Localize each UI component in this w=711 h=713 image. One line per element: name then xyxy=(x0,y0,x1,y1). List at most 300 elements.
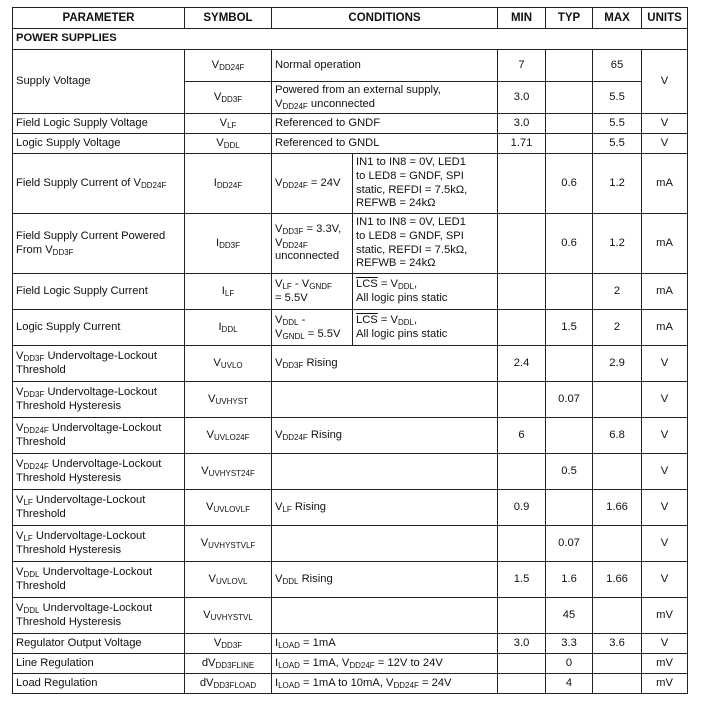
typ-cell xyxy=(546,490,593,526)
symbol-cell xyxy=(185,454,272,490)
symbol-text: V xyxy=(206,428,214,441)
units-cell: V xyxy=(642,526,688,562)
typ-cell: 1.6 xyxy=(546,562,593,598)
param-cell xyxy=(13,382,185,418)
param-sub: DDL xyxy=(23,605,40,615)
cond-sub: LF xyxy=(282,281,292,291)
max-cell: 1.2 xyxy=(593,154,642,214)
cond-sub: DDL xyxy=(282,576,299,586)
conditions-cell xyxy=(272,82,498,114)
symbol-text: V xyxy=(211,58,220,71)
min-cell xyxy=(498,310,546,346)
cond-text: - xyxy=(298,313,306,326)
min-cell: 3.0 xyxy=(498,634,546,654)
units-cell: V xyxy=(642,454,688,490)
conditions-detail-cell xyxy=(353,154,498,214)
typ-cell: 0.5 xyxy=(546,454,593,490)
symbol-cell xyxy=(185,526,272,562)
symbol-text: V xyxy=(213,356,221,369)
header-max: MAX xyxy=(593,8,642,29)
symbol-cell xyxy=(185,310,272,346)
symbol-sub: LF xyxy=(224,288,235,298)
conditions-detail-cell xyxy=(353,310,498,346)
symbol-sub: DD3FLINE xyxy=(215,660,255,670)
cond-text: V xyxy=(275,356,283,369)
param-cell: Line Regulation xyxy=(13,654,185,674)
units-cell: mA xyxy=(642,274,688,310)
cond-text: = 1mA, V xyxy=(299,656,350,669)
symbol-sub: UVHYST xyxy=(215,396,248,406)
param-cell xyxy=(13,154,185,214)
cond-sub: DD24F xyxy=(349,660,375,670)
table-row xyxy=(13,154,688,214)
cond-sub: DDL xyxy=(397,281,414,291)
cond-text: V xyxy=(275,176,283,189)
cond-text: = 1mA to 10mA, V xyxy=(299,676,394,689)
param-cell xyxy=(13,490,185,526)
cond-sub: DDL xyxy=(397,317,414,327)
header-typ: TYP xyxy=(546,8,593,29)
cond-text: V xyxy=(275,223,283,236)
units-cell: mA xyxy=(642,154,688,214)
conditions-cell xyxy=(272,274,353,310)
conditions-cell xyxy=(272,562,498,598)
param-text: V xyxy=(16,601,24,614)
param-text: Threshold xyxy=(16,363,66,376)
param-cell: Regulator Output Voltage xyxy=(13,634,185,654)
symbol-sub: UVLO xyxy=(220,360,243,370)
symbol-sub: UVHYST24F xyxy=(208,468,255,478)
symbol-sub: DD24F xyxy=(219,62,245,72)
table-row xyxy=(13,346,688,382)
max-cell: 5.5 xyxy=(593,82,642,114)
min-cell: 0.9 xyxy=(498,490,546,526)
cond-sub: DD3F xyxy=(282,360,304,370)
units-cell: V xyxy=(642,114,688,134)
cond-overline: $\overline{LCS}$ xyxy=(356,313,378,326)
conditions-cell: Normal operation xyxy=(272,50,498,82)
section-row xyxy=(13,29,688,50)
cond-text: V xyxy=(275,313,283,326)
symbol-sub: DDL xyxy=(221,324,238,334)
min-cell xyxy=(498,454,546,490)
table-row xyxy=(13,674,688,694)
cond-text: = V xyxy=(377,277,398,290)
units-cell: mV xyxy=(642,674,688,694)
param-cell xyxy=(13,526,185,562)
param-cell: Logic Supply Voltage xyxy=(13,134,185,154)
conditions-cell xyxy=(272,418,498,454)
max-cell xyxy=(593,382,642,418)
symbol-cell xyxy=(185,50,272,82)
max-cell: 6.8 xyxy=(593,418,642,454)
typ-cell xyxy=(546,418,593,454)
min-cell xyxy=(498,382,546,418)
cond-text: = 24V xyxy=(307,176,341,189)
min-cell xyxy=(498,598,546,634)
typ-cell xyxy=(546,114,593,134)
max-cell: 2 xyxy=(593,274,642,310)
units-cell: V xyxy=(642,562,688,598)
header-conditions: CONDITIONS xyxy=(272,8,498,29)
cond-sub: DD24F xyxy=(282,432,308,442)
param-text: Threshold Hysteresis xyxy=(16,471,122,484)
param-sub: DD24F xyxy=(141,180,167,190)
cond-text: - V xyxy=(291,277,310,290)
cond-text: V xyxy=(275,277,283,290)
conditions-cell xyxy=(272,634,498,654)
min-cell xyxy=(498,654,546,674)
max-cell: 2.9 xyxy=(593,346,642,382)
conditions-cell xyxy=(272,598,498,634)
cond-sub: DD24F xyxy=(393,680,419,690)
table-row xyxy=(13,114,688,134)
symbol-text: V xyxy=(206,500,214,513)
typ-cell: 0.6 xyxy=(546,214,593,274)
max-cell: 1.66 xyxy=(593,562,642,598)
symbol-sub: DDL xyxy=(223,140,240,150)
symbol-sub: UVLO24F xyxy=(213,432,250,442)
typ-cell xyxy=(546,274,593,310)
param-text: V xyxy=(16,565,24,578)
param-text: Threshold xyxy=(16,435,66,448)
conditions-cell xyxy=(272,490,498,526)
cond-text: = V xyxy=(377,313,398,326)
param-cell: Logic Supply Current xyxy=(13,310,185,346)
symbol-text: I xyxy=(216,236,220,249)
cond-sub: DD24F xyxy=(282,240,308,250)
conditions-cell xyxy=(272,346,498,382)
conditions-cell xyxy=(272,654,498,674)
param-cell: Supply Voltage xyxy=(13,50,185,114)
cond-text: = 3.3V, xyxy=(303,223,342,236)
symbol-text: V xyxy=(203,608,211,621)
section-title: POWER SUPPLIES xyxy=(13,29,688,50)
table-header-row xyxy=(13,8,688,29)
cond-text: = 1mA xyxy=(299,636,336,649)
table-row xyxy=(13,310,688,346)
units-cell: mV xyxy=(642,598,688,634)
param-sub: LF xyxy=(23,497,33,507)
param-text: V xyxy=(16,493,24,506)
symbol-text: V xyxy=(201,464,209,477)
min-cell: 3.0 xyxy=(498,82,546,114)
symbol-text: I xyxy=(213,176,217,189)
units-cell: V xyxy=(642,346,688,382)
units-cell: V xyxy=(642,418,688,454)
typ-cell: 1.5 xyxy=(546,310,593,346)
symbol-cell xyxy=(185,134,272,154)
typ-cell xyxy=(546,346,593,382)
param-text: V xyxy=(16,385,24,398)
min-cell: 6 xyxy=(498,418,546,454)
cond-sub: DD3F xyxy=(282,227,304,237)
table-row xyxy=(13,562,688,598)
symbol-cell xyxy=(185,634,272,654)
max-cell: 3.6 xyxy=(593,634,642,654)
cond-text: V xyxy=(275,500,283,513)
symbol-sub: LF xyxy=(227,120,237,130)
conditions-cell xyxy=(272,526,498,562)
conditions-cell: Referenced to GNDL xyxy=(272,134,498,154)
table-row xyxy=(13,654,688,674)
param-text: Threshold xyxy=(16,579,66,592)
param-text: Field Supply Current of V xyxy=(16,176,141,189)
cond-sub: LOAD xyxy=(278,660,300,670)
symbol-cell xyxy=(185,114,272,134)
cond-overline: $\overline{LCS}$ xyxy=(356,277,378,290)
cond-sub: DD24F xyxy=(282,101,308,111)
min-cell: 3.0 xyxy=(498,114,546,134)
param-text: V xyxy=(16,349,24,362)
cond-text: = 12V to 24V xyxy=(374,656,443,669)
min-cell xyxy=(498,154,546,214)
header-parameter: PARAMETER xyxy=(13,8,185,29)
electrical-characteristics-table xyxy=(12,7,688,694)
max-cell: 2 xyxy=(593,310,642,346)
symbol-sub: UVLOVL xyxy=(215,576,248,586)
cond-sub: GNDF xyxy=(309,281,332,291)
symbol-cell xyxy=(185,654,272,674)
table-row xyxy=(13,274,688,310)
param-cell xyxy=(13,454,185,490)
symbol-text: I xyxy=(221,284,225,297)
cond-line: IN1 to IN8 = 0V, LED1 xyxy=(356,216,466,229)
spec-table-container xyxy=(12,7,687,694)
conditions-cell xyxy=(272,310,353,346)
table-row xyxy=(13,134,688,154)
param-text: Threshold xyxy=(16,507,66,520)
max-cell xyxy=(593,674,642,694)
max-cell: 5.5 xyxy=(593,134,642,154)
param-sub: DD24F xyxy=(23,425,49,435)
param-text: Undervoltage-Lockout xyxy=(32,529,146,542)
max-cell: 1.66 xyxy=(593,490,642,526)
cond-text: Rising xyxy=(307,428,343,441)
symbol-sub: DD3F xyxy=(219,240,240,250)
typ-cell xyxy=(546,82,593,114)
header-symbol: SYMBOL xyxy=(185,8,272,29)
max-cell: 65 xyxy=(593,50,642,82)
param-text: Undervoltage-Lockout xyxy=(39,601,153,614)
typ-cell: 0 xyxy=(546,654,593,674)
table-row xyxy=(13,490,688,526)
param-sub: LF xyxy=(23,533,33,543)
min-cell xyxy=(498,674,546,694)
symbol-sub: DD3FLOAD xyxy=(213,680,257,690)
symbol-sub: DD3F xyxy=(221,640,243,650)
min-cell xyxy=(498,214,546,274)
param-cell: Load Regulation xyxy=(13,674,185,694)
param-sub: DD3F xyxy=(23,353,45,363)
cond-text: Rising xyxy=(303,356,338,369)
cond-text: = 5.5V xyxy=(304,327,341,340)
param-cell xyxy=(13,598,185,634)
symbol-sub: DD24F xyxy=(216,180,243,190)
table-row xyxy=(13,214,688,274)
cond-text: , xyxy=(414,277,418,290)
cond-text: , xyxy=(414,313,418,326)
param-text: Threshold Hysteresis xyxy=(16,615,122,628)
conditions-cell xyxy=(272,382,498,418)
symbol-text: V xyxy=(200,536,209,549)
cond-line: IN1 to IN8 = 0V, LED1 xyxy=(356,156,466,169)
cond-sub: LF xyxy=(282,504,292,514)
param-sub: DDL xyxy=(23,569,40,579)
param-sub: DD3F xyxy=(23,389,45,399)
param-text: Undervoltage-Lockout xyxy=(48,421,162,434)
param-cell: Field Logic Supply Voltage xyxy=(13,114,185,134)
units-cell: mA xyxy=(642,214,688,274)
param-sub: DD3F xyxy=(52,247,74,257)
symbol-text: V xyxy=(208,392,216,405)
min-cell xyxy=(498,526,546,562)
table-row xyxy=(13,526,688,562)
symbol-sub: UVLOVLF xyxy=(213,504,250,514)
typ-cell: 0.6 xyxy=(546,154,593,214)
cond-text: I xyxy=(275,656,279,669)
param-text: V xyxy=(16,421,24,434)
cond-sub: LOAD xyxy=(278,680,300,690)
cond-line: REFWB = 24kΩ xyxy=(356,257,436,270)
conditions-detail-cell xyxy=(353,274,498,310)
typ-cell: 4 xyxy=(546,674,593,694)
units-cell: mA xyxy=(642,310,688,346)
symbol-sub: UVHYSTVLF xyxy=(208,540,256,550)
symbol-cell xyxy=(185,346,272,382)
param-text: Threshold Hysteresis xyxy=(16,399,122,412)
param-text: Undervoltage-Lockout xyxy=(44,385,157,398)
cond-sub: DDL xyxy=(282,317,299,327)
units-cell: V xyxy=(642,490,688,526)
cond-line: static, REFDI = 7.5kΩ, xyxy=(356,243,468,256)
symbol-cell xyxy=(185,154,272,214)
symbol-cell xyxy=(185,82,272,114)
cond-sub: GNDL xyxy=(282,331,305,341)
min-cell xyxy=(498,274,546,310)
cond-line: All logic pins static xyxy=(356,291,448,304)
param-text: V xyxy=(16,457,24,470)
symbol-sub: UVHYSTVL xyxy=(210,612,253,622)
symbol-text: dV xyxy=(199,676,214,689)
param-cell xyxy=(13,418,185,454)
param-text: Field Supply Current Powered xyxy=(16,229,166,242)
symbol-text: V xyxy=(213,636,222,649)
min-cell: 7 xyxy=(498,50,546,82)
typ-cell: 0.07 xyxy=(546,526,593,562)
header-units: UNITS xyxy=(642,8,688,29)
units-cell: V xyxy=(642,634,688,654)
param-text: Undervoltage-Lockout xyxy=(44,349,157,362)
param-text: Undervoltage-Lockout xyxy=(39,565,153,578)
max-cell xyxy=(593,598,642,634)
conditions-cell: Referenced to GNDF xyxy=(272,114,498,134)
cond-line: to LED8 = GNDF, SPI xyxy=(356,229,464,242)
typ-cell xyxy=(546,50,593,82)
param-text: From V xyxy=(16,243,53,256)
table-row xyxy=(13,418,688,454)
min-cell: 1.5 xyxy=(498,562,546,598)
cond-text: V xyxy=(275,572,283,585)
symbol-text: dV xyxy=(201,656,216,669)
conditions-cell xyxy=(272,154,353,214)
cond-sub: LOAD xyxy=(278,640,300,650)
conditions-cell xyxy=(272,454,498,490)
symbol-cell xyxy=(185,214,272,274)
cond-text: Rising xyxy=(298,572,333,585)
cond-line: static, REFDI = 7.5kΩ, xyxy=(356,183,468,196)
symbol-cell xyxy=(185,490,272,526)
table-row xyxy=(13,382,688,418)
typ-cell xyxy=(546,134,593,154)
param-text: Undervoltage-Lockout xyxy=(32,493,146,506)
cond-text: Rising xyxy=(291,500,327,513)
cond-line: REFWB = 24kΩ xyxy=(356,197,436,210)
max-cell: 5.5 xyxy=(593,114,642,134)
units-cell: V xyxy=(642,50,688,114)
symbol-cell xyxy=(185,674,272,694)
symbol-cell xyxy=(185,274,272,310)
cond-text: = 5.5V xyxy=(275,291,308,304)
conditions-cell xyxy=(272,214,353,274)
symbol-text: V xyxy=(219,116,228,129)
param-text: Threshold Hysteresis xyxy=(16,543,122,556)
cond-text: unconnected xyxy=(307,97,375,110)
units-cell: mV xyxy=(642,654,688,674)
param-cell xyxy=(13,562,185,598)
symbol-text: V xyxy=(213,90,222,103)
cond-text: I xyxy=(275,676,279,689)
table-row xyxy=(13,50,688,82)
param-cell: Field Logic Supply Current xyxy=(13,274,185,310)
cond-text: unconnected xyxy=(275,250,340,263)
max-cell: 1.2 xyxy=(593,214,642,274)
max-cell xyxy=(593,526,642,562)
cond-text: V xyxy=(275,428,283,441)
units-cell: V xyxy=(642,382,688,418)
cond-text: = 24V xyxy=(418,676,452,689)
typ-cell: 3.3 xyxy=(546,634,593,654)
param-cell xyxy=(13,214,185,274)
cond-text: V xyxy=(275,236,283,249)
table-row xyxy=(13,454,688,490)
cond-text: Powered from an external supply, xyxy=(275,83,441,96)
symbol-cell xyxy=(185,418,272,454)
cond-text: V xyxy=(275,327,283,340)
min-cell: 2.4 xyxy=(498,346,546,382)
param-cell xyxy=(13,346,185,382)
cond-text: I xyxy=(275,636,279,649)
typ-cell: 45 xyxy=(546,598,593,634)
table-row xyxy=(13,598,688,634)
typ-cell: 0.07 xyxy=(546,382,593,418)
symbol-cell xyxy=(185,598,272,634)
cond-line: to LED8 = GNDF, SPI xyxy=(356,169,464,182)
symbol-text: I xyxy=(218,320,222,333)
symbol-text: V xyxy=(216,136,224,149)
max-cell xyxy=(593,654,642,674)
conditions-cell xyxy=(272,674,498,694)
param-text: V xyxy=(16,529,24,542)
max-cell xyxy=(593,454,642,490)
symbol-cell xyxy=(185,382,272,418)
param-text: Undervoltage-Lockout xyxy=(48,457,162,470)
table-row xyxy=(13,634,688,654)
conditions-detail-cell xyxy=(353,214,498,274)
cond-sub: DD24F xyxy=(282,180,308,190)
symbol-sub: DD3F xyxy=(221,94,243,104)
symbol-cell xyxy=(185,562,272,598)
